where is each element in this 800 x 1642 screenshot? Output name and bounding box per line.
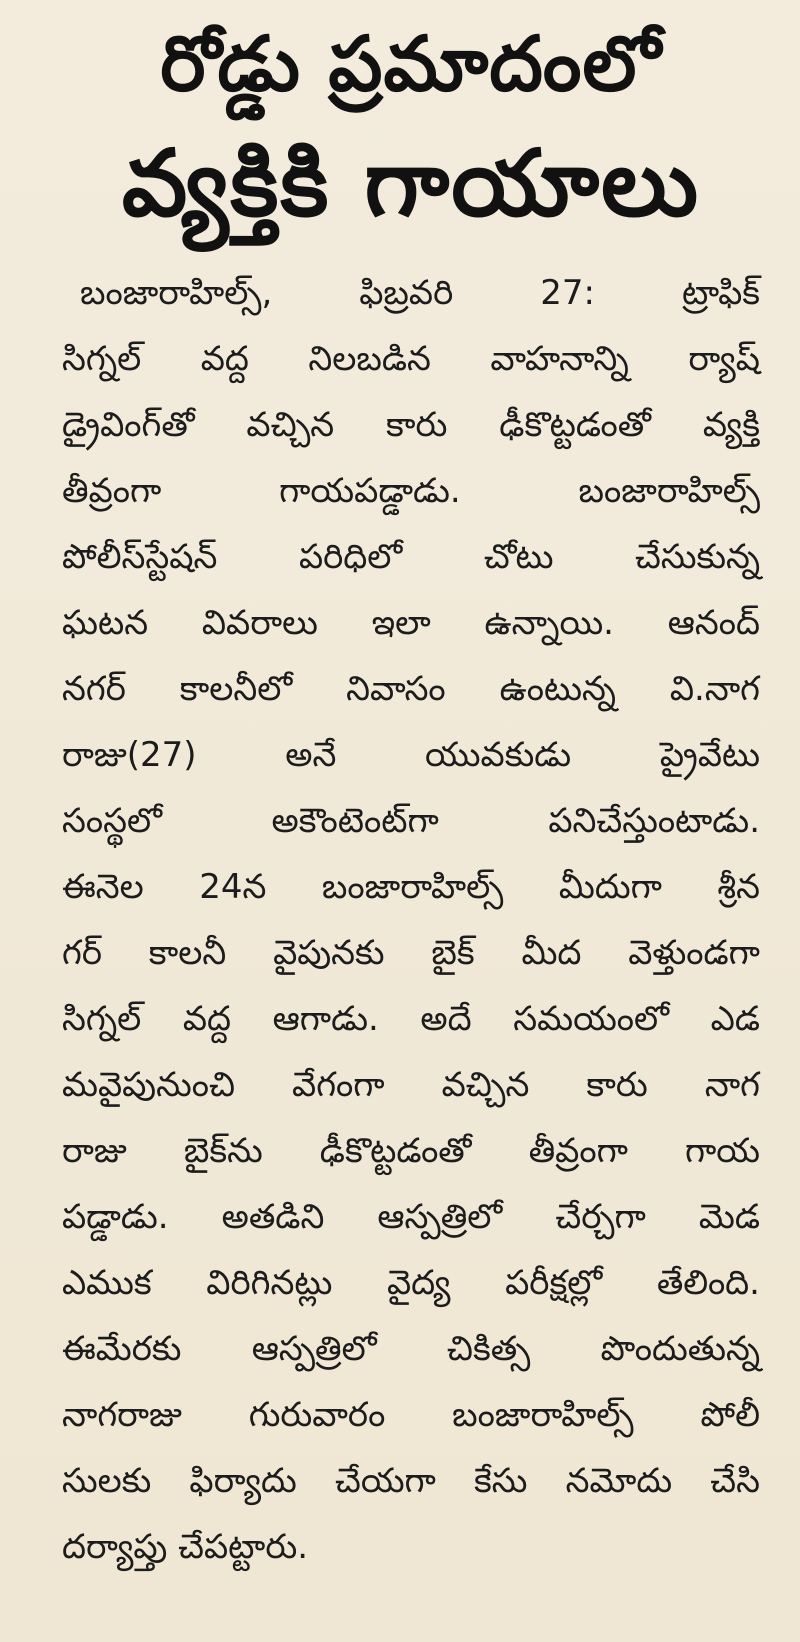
body-line: రాజు బైక్‌ను ఢీకొట్టడంతో తీవ్రంగా గాయ: [62, 1131, 760, 1171]
body-line: ఈమేరకు ఆస్పత్రిలో చికిత్స పొందుతున్న: [62, 1329, 760, 1369]
body-line: బంజారాహిల్స్, ఫిబ్రవరి 27: ట్రాఫిక్: [80, 273, 760, 313]
body-line: సిగ్నల్ వద్ద ఆగాడు. అదే సమయంలో ఎడ: [62, 999, 760, 1039]
body-line: సంస్థలో అకౌంటెంట్‌గా పనిచేస్తుంటాడు.: [62, 801, 760, 841]
body-line: ఈనెల 24న బంజారాహిల్స్ మీదుగా శ్రీన: [62, 867, 760, 907]
body-line: మవైపునుంచి వేగంగా వచ్చిన కారు నాగ: [62, 1065, 760, 1105]
body-line: డ్రైవింగ్‌తో వచ్చిన కారు ఢీకొట్టడంతో వ్యక్తి: [62, 405, 760, 445]
body-line: పడ్డాడు. అతడిని ఆస్పత్రిలో చేర్చగా మెడ: [62, 1197, 760, 1237]
body-line: నగర్ కాలనీలో నివాసం ఉంటున్న వి.నాగ: [62, 669, 760, 709]
body-line: ఘటన వివరాలు ఇలా ఉన్నాయి. ఆనంద్: [62, 603, 760, 643]
body-line: దర్యాప్తు చేపట్టారు.: [62, 1527, 309, 1567]
body-line: సిగ్నల్ వద్ద నిలబడిన వాహనాన్ని ర్యాష్: [62, 339, 760, 379]
body-line: రాజు(27) అనే యువకుడు ప్రైవేటు: [62, 735, 760, 775]
article-body: [62, 260, 760, 1580]
headline-line-2: వ్యక్తికి గాయాలు: [121, 130, 701, 237]
body-line: తీవ్రంగా గాయపడ్డాడు. బంజారాహిల్స్: [62, 471, 760, 511]
headline: [62, 14, 760, 254]
body-line: నాగరాజు గురువారం బంజారాహిల్స్ పోలీ: [62, 1395, 760, 1435]
body-line: ఎముక విరిగినట్లు వైద్య పరీక్షల్లో తేలింది.: [62, 1263, 760, 1303]
headline-line-1: రోడ్డు ప్రమాదంలో: [160, 19, 662, 108]
body-line: గర్ కాలనీ వైపునకు బైక్ మీద వెళ్తుండగా: [62, 933, 760, 973]
body-line: సులకు ఫిర్యాదు చేయగా కేసు నమోదు చేసి: [62, 1461, 760, 1501]
body-line: పోలీస్‌స్టేషన్ పరిధిలో చోటు చేసుకున్న: [62, 537, 760, 577]
